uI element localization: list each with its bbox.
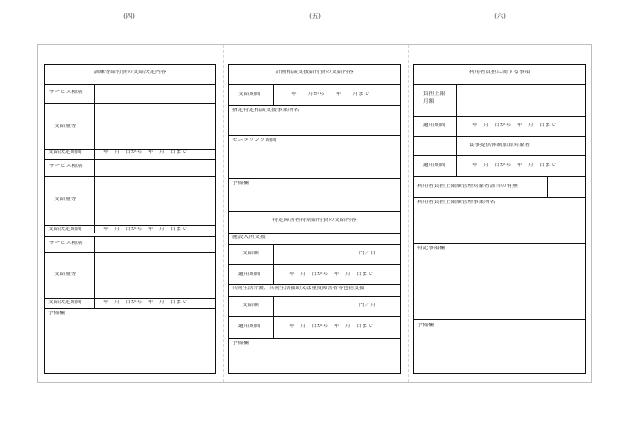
col1-header: 訓練等給付費の支給決定内容: [93, 70, 167, 75]
apply-period-value: 年 月 日から 年 月 日まで: [472, 123, 556, 128]
service-type-label: サービス種別: [49, 90, 83, 95]
special-benefit-header: 特定障害者特別給付費の支給内容: [272, 218, 357, 223]
period-label: 支給決定期間: [48, 300, 82, 305]
divider: [229, 105, 400, 106]
divider: [94, 159, 95, 233]
period-label: 支給期間: [238, 92, 261, 97]
period-label: 支給決定期間: [48, 150, 82, 155]
divider: [229, 316, 400, 317]
group-home-label: 共同生活介護、共同生活援助又は重度障害者等包括支援: [232, 286, 365, 291]
divider: [414, 197, 585, 198]
fold-line-right: [408, 45, 409, 382]
divider: [229, 135, 400, 136]
divider: [229, 264, 400, 265]
apply-period-value: 年 月 日から 年 月 日まで: [289, 272, 373, 277]
divider: [229, 338, 400, 339]
col3-panel: [413, 64, 586, 374]
remarks-label: 予備欄: [232, 341, 249, 346]
amount-label: 支給量等: [54, 272, 77, 277]
col1-panel: [44, 64, 216, 374]
divider: [414, 84, 585, 85]
divider: [414, 116, 585, 117]
divider: [45, 103, 215, 104]
apply-period-value: 年 月 日から 年 月 日まで: [472, 163, 556, 168]
divider: [414, 155, 585, 156]
period-value: 年 月 日から 年 月 日まで: [103, 300, 187, 305]
divider: [45, 176, 215, 177]
designated-office-label: 指定特定相談支援事業所名: [232, 108, 300, 113]
col2-header: 計画相談支援給付費の支給内容: [275, 70, 354, 75]
col3-header: 利用者負担に関する事項: [468, 70, 531, 75]
service-type-label: サービス種別: [49, 164, 83, 169]
divider: [45, 252, 215, 253]
divider: [229, 211, 400, 212]
remarks-label: 予備欄: [417, 323, 434, 328]
divider: [456, 155, 457, 176]
divider: [45, 298, 215, 299]
cap-office-label: 利用者負担上限額管理事業所名: [417, 200, 496, 205]
divider: [414, 176, 585, 177]
cap-amount-label: 負担上限月額: [423, 91, 446, 105]
divider: [414, 136, 585, 137]
amount-unit: 円／日: [359, 251, 376, 256]
col3-number: (六): [494, 12, 506, 20]
meal-provision-header: 食事提供体制加算対象者: [468, 143, 531, 148]
apply-period-label: 適用期間: [238, 324, 261, 329]
period-value: 年 月 日から 年 月 日まで: [103, 150, 187, 155]
divider: [45, 159, 215, 160]
divider: [229, 244, 400, 245]
divider: [229, 178, 400, 179]
divider: [229, 233, 400, 234]
divider: [547, 176, 548, 197]
divider: [229, 284, 400, 285]
divider: [414, 243, 585, 244]
col2-number: (五): [309, 12, 321, 20]
col2-panel: [228, 64, 401, 374]
service-type-label: サービス種別: [49, 241, 83, 246]
apply-period-value: 年 月 日から 年 月 日まで: [289, 324, 373, 329]
special-notes-label: 特記事項欄: [417, 246, 445, 251]
amount-label: 支給額: [242, 303, 259, 308]
col1-number: (四): [123, 12, 135, 20]
amount-label: 支給量等: [54, 197, 77, 202]
apply-period-label: 適用期間: [423, 163, 446, 168]
divider: [94, 84, 95, 171]
amount-label: 支給量等: [54, 124, 77, 129]
period-value: 年 月から 年 月まで: [291, 92, 370, 97]
amount-unit: 円／月: [359, 303, 376, 308]
divider: [45, 84, 215, 85]
divider: [273, 84, 274, 105]
remarks-label: 予備欄: [48, 311, 65, 316]
amount-label: 支給額: [242, 251, 259, 256]
facility-support-label: 施設入所支援: [232, 235, 266, 240]
divider: [45, 225, 215, 226]
divider: [273, 296, 274, 338]
divider: [45, 308, 215, 309]
monitoring-label: モニタリング期間: [232, 138, 277, 143]
cap-management-label: 利用者負担上限額管理対象者該当の有無: [417, 184, 518, 189]
divider: [229, 296, 400, 297]
period-label: 支給決定期間: [48, 227, 82, 232]
apply-period-label: 適用期間: [423, 123, 446, 128]
remarks-label: 予備欄: [232, 181, 249, 186]
divider: [45, 236, 215, 237]
apply-period-label: 適用期間: [238, 272, 261, 277]
divider: [229, 84, 400, 85]
fold-line-left: [223, 45, 224, 382]
divider: [414, 319, 585, 320]
period-value: 年 月 日から 年 月 日まで: [103, 227, 187, 232]
